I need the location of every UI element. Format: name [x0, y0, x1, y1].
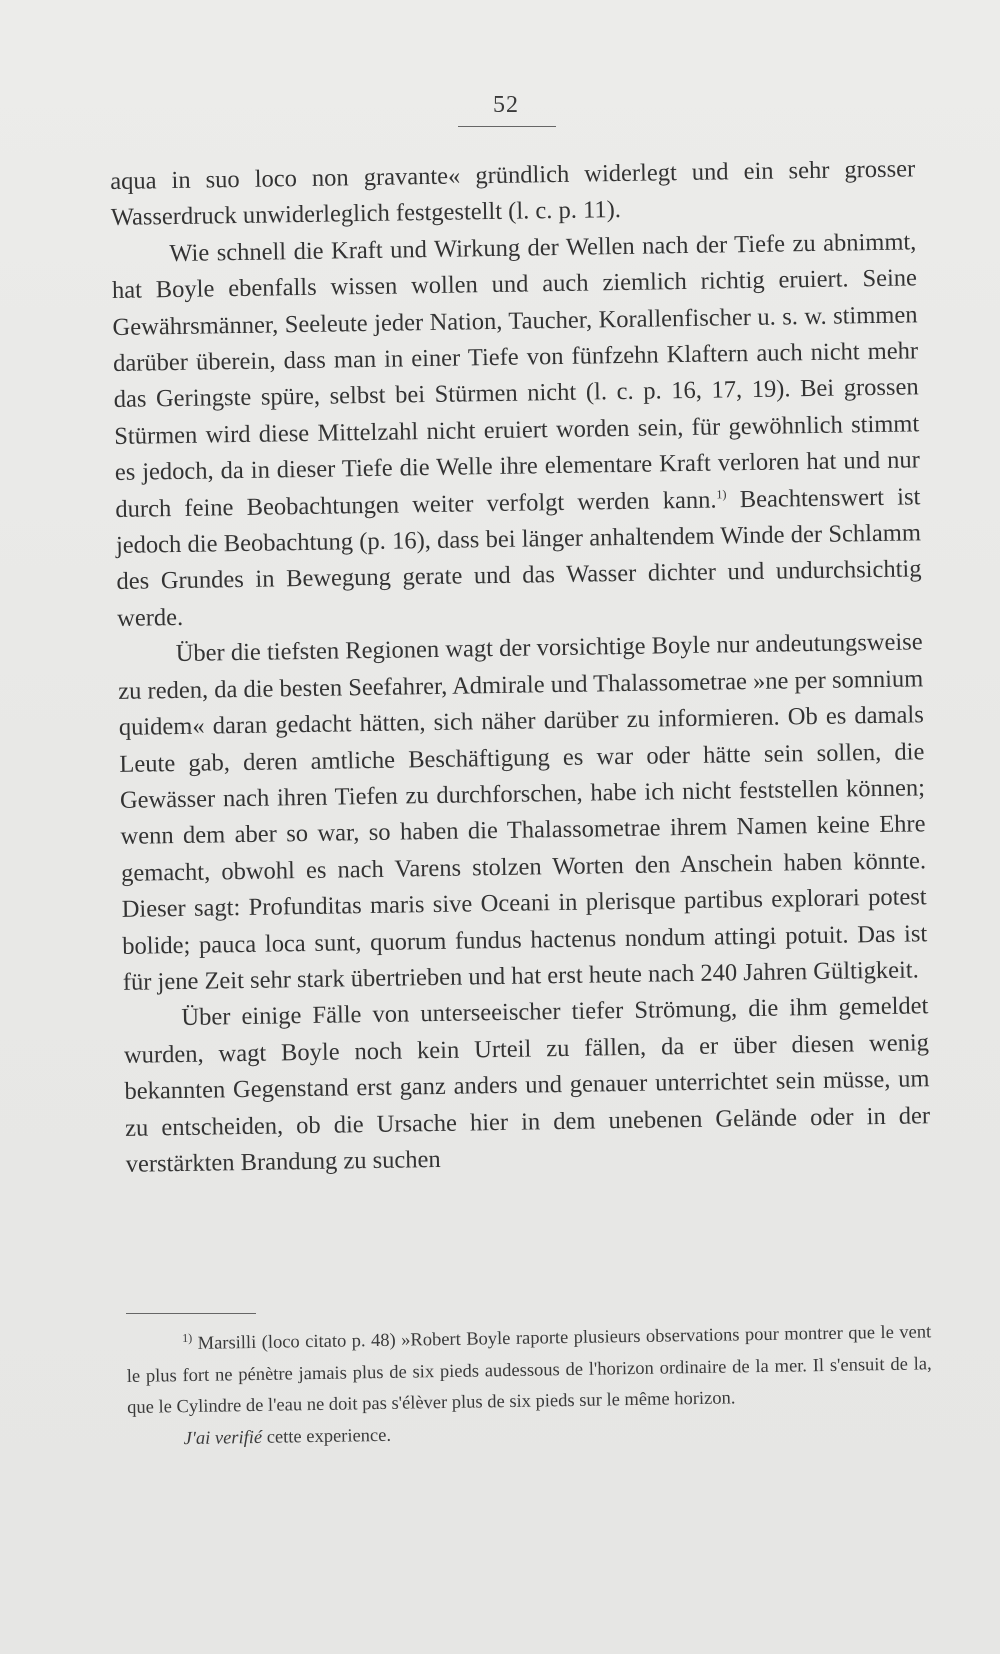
footnote-closing-text: cette experience. [261, 1425, 392, 1448]
paragraph-2-text-b: Beachtenswert ist jedoch die Beobachtung (p. 16), dass bei länger anhaltendem Winde der Schlamm des Grundes in Bewegung gerate und das Wasser dichter und undurchsichtig werde. [115, 482, 922, 632]
paragraph-4: Über einige Fälle von unterseeischer tiefer Strömung, die ihm gemeldet wurden, wagt Boyle noch kein Urteil zu fällen, da er über diesen wenig bekannten Gegenstand erst ganz anders und genauer unterrichtet sein müsse, um zu entscheiden, ob die Ursache hier in dem unebenen Gelände oder in der verstärkten Brandung zu suchen [123, 992, 931, 1178]
page-number-rule [458, 126, 556, 127]
footnote-1 [126, 1317, 932, 1424]
footnote-rule [126, 1313, 256, 1314]
footnotes [126, 1317, 933, 1456]
paragraph-2 [111, 224, 922, 637]
footnote-1-text: Marsilli (loco citato p. 48) »Robert Boyle raporte plusieurs observations pour montrer que le vent le plus fort ne pénètre jamais plus de six pieds audessous de l'horizon ordinaire de la mer. Il s'ensuit de la, que le Cylindre de l'eau ne doit pas s'élèver plus de six pieds sur le même horizon. [126, 1322, 932, 1418]
footnote-reference: 1) [716, 486, 727, 502]
paragraph-1: aqua in suo loco non gravante« gründlich widerlegt und ein sehr grosser Wasserdruck unwiderleglich festgestellt (l. c. p. 11). [110, 155, 916, 232]
paragraph-2-text-a: Wie schnell die Kraft und Wirkung der Wellen nach der Tiefe zu abnimmt, hat Boyle ebenfalls wissen wollen und auch ziemlich richtig eruiert. Seine Gewährsmänner, Seeleute jeder Nation, Taucher, Korallenfischer u. s. w. stimmen darüber überein, dass man in einer Tiefe von fünfzehn Klaftern auch nicht mehr das Geringste spüre, selbst bei Stürmen nicht (l. c. p. 16, 17, 19). Bei grossen Stürmen wird diese Mittelzahl nicht eruiert worden sein, für gewöhnlich stimmt es jedoch, da in dieser Tiefe die Welle ihre elementare Kraft verloren hat und nur durch feine Beobachtungen weiter verfolgt werden kann. [111, 228, 920, 523]
main-text [110, 151, 931, 1183]
footnote-marker: 1) [182, 1330, 193, 1345]
footnote-italic-phrase: J'ai verifié [183, 1427, 263, 1449]
paragraph-3: Über die tiefsten Regionen wagt der vorsichtige Boyle nur andeutungsweise zu reden, da die besten Seefahrer, Admirale und Thalassometrae »ne per somnium quidem« daran gedacht hätten, sich näher darüber zu informieren. Ob es damals Leute gab, deren amtliche Beschäftigung es war oder hätte sein sollen, die Gewässer nach ihren Tiefen zu durchforschen, habe ich nicht feststellen können; wenn dem aber so war, so haben die Thalassometrae ihrem Namen keine Ehre gemacht, obwohl es nach Varens stolzen Worten den Anschein haben könnte. Dieser sagt: Profunditas maris sive Oceani in plerisque partibus explorari potest bolide; pauca loca sunt, quorum fundus hactenus nondum attingi potuit. Das ist für jene Zeit sehr stark übertrieben und hat erst heute nach 240 Jahren Gültigkeit. [118, 628, 928, 996]
page-number: 52 [493, 92, 519, 118]
